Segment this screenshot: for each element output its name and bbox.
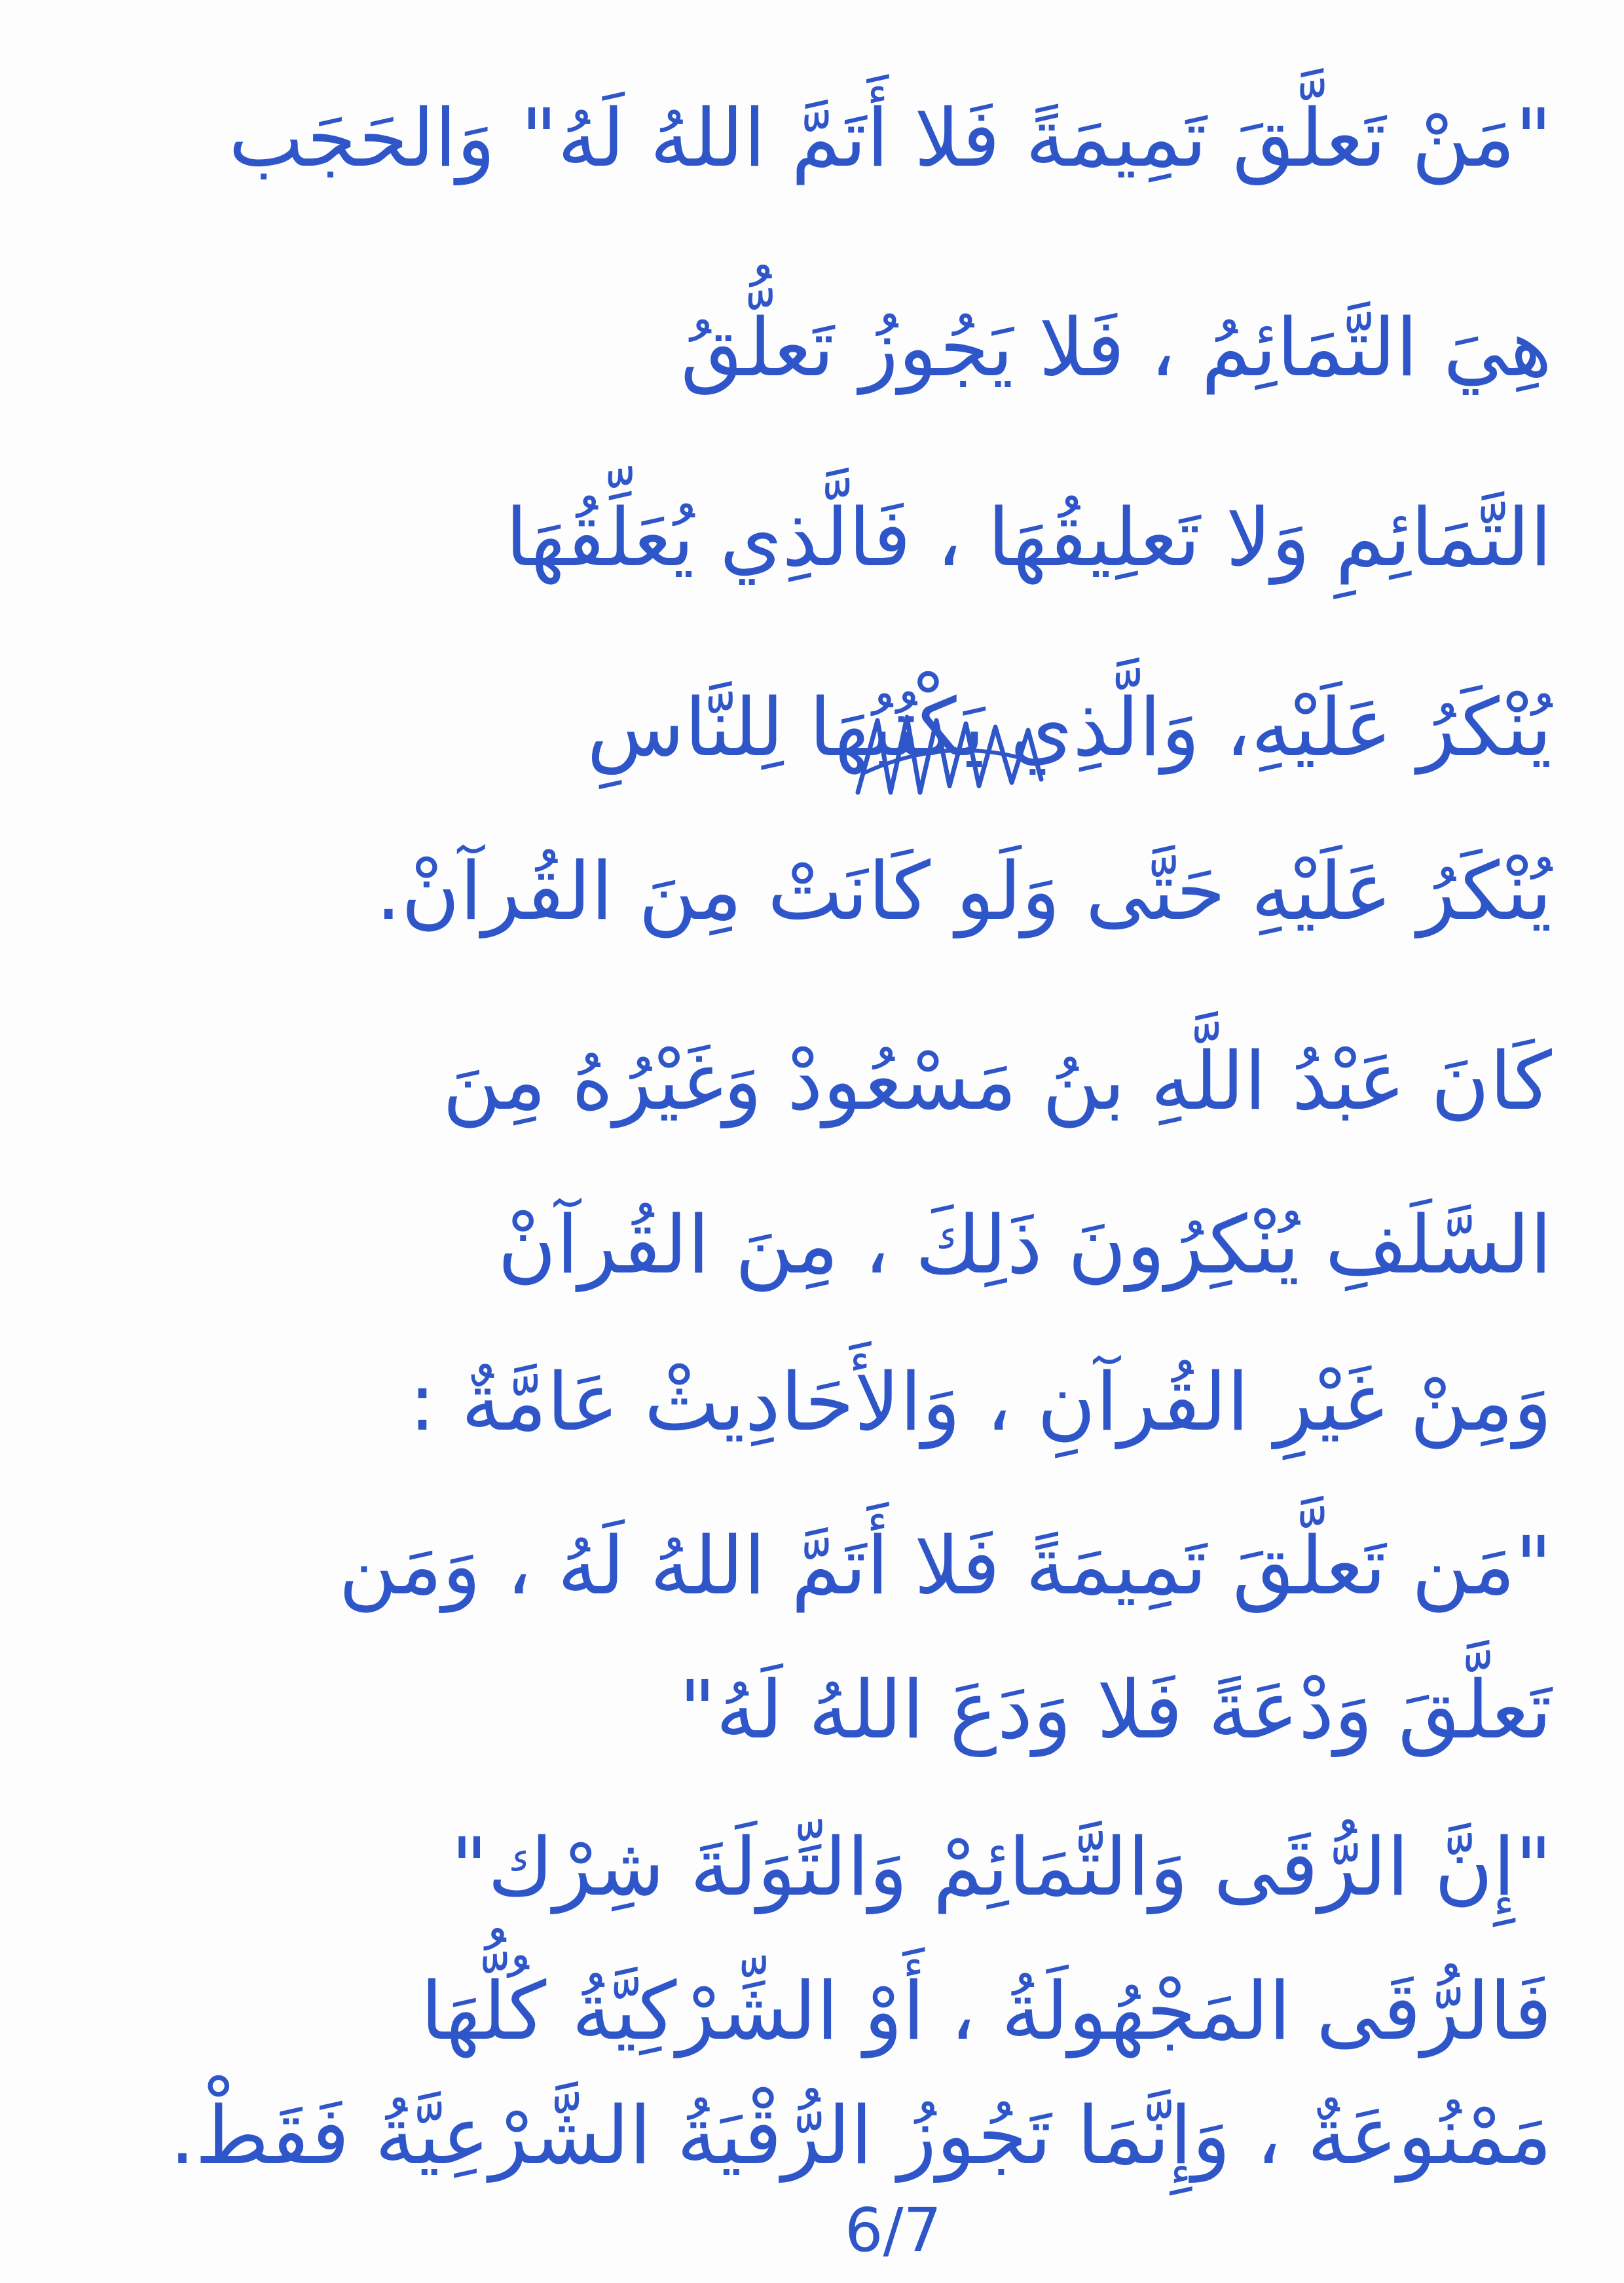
page-number: 6/7 [845, 2195, 942, 2265]
text-line: تَعلَّقَ وَدْعَةً فَلا وَدَعَ اللهُ لَهُ" [678, 1663, 1552, 1756]
text-line: كَانَ عَبْدُ اللَّهِ بنُ مَسْعُودْ وَغَيْرُهُ مِنَ [442, 1035, 1552, 1128]
text-line: هِيَ التَّمَائِمُ ، فَلا يَجُوزُ تَعلُّقُ [680, 301, 1552, 394]
text-line: يُنْكَرُ عَلَيْهِ حَتَّى وَلَو كَانَتْ مِنَ القُرآنْ. [375, 845, 1552, 938]
text-line: التَّمَائِمِ وَلا تَعلِيقُهَا ، فَالَّذِي يُعَلِّقُهَا [505, 491, 1552, 584]
text-line: وَمِنْ غَيْرِ القُرآنِ ، وَالأَحَادِيثْ عَامَّةٌ : [409, 1356, 1552, 1449]
text-line: يُنْكَرُ عَلَيْهِ، وَالَّذِي يَكْتُبُهَا لِلنَّاسِ [587, 681, 1552, 774]
text-line: "إِنَّ الرُّقَى وَالتَّمَائِمْ وَالتِّوَلَةَ شِرْك" [451, 1821, 1552, 1914]
crossed-out-scribble [851, 694, 1048, 806]
text-line: مَمْنُوعَةٌ ، وَإِنَّمَا تَجُوزُ الرُّقْيَةُ الشَّرْعِيَّةُ فَقَطْ. [170, 2089, 1552, 2182]
text-line: "مَنْ تَعلَّقَ تَمِيمَةً فَلا أَتَمَّ اللهُ لَهُ" وَالحَجَب [229, 92, 1552, 185]
text-line: السَّلَفِ يُنْكِرُونَ ذَلِكَ ، مِنَ القُرآنْ [498, 1198, 1552, 1291]
text-line: "مَن تَعلَّقَ تَمِيمَةً فَلا أَتَمَّ اللهُ لَهُ ، وَمَن [339, 1519, 1552, 1612]
text-line: فَالرُّقَى المَجْهُولَةُ ، أَوْ الشِّرْكِيَّةُ كُلُّهَا [420, 1965, 1552, 2058]
